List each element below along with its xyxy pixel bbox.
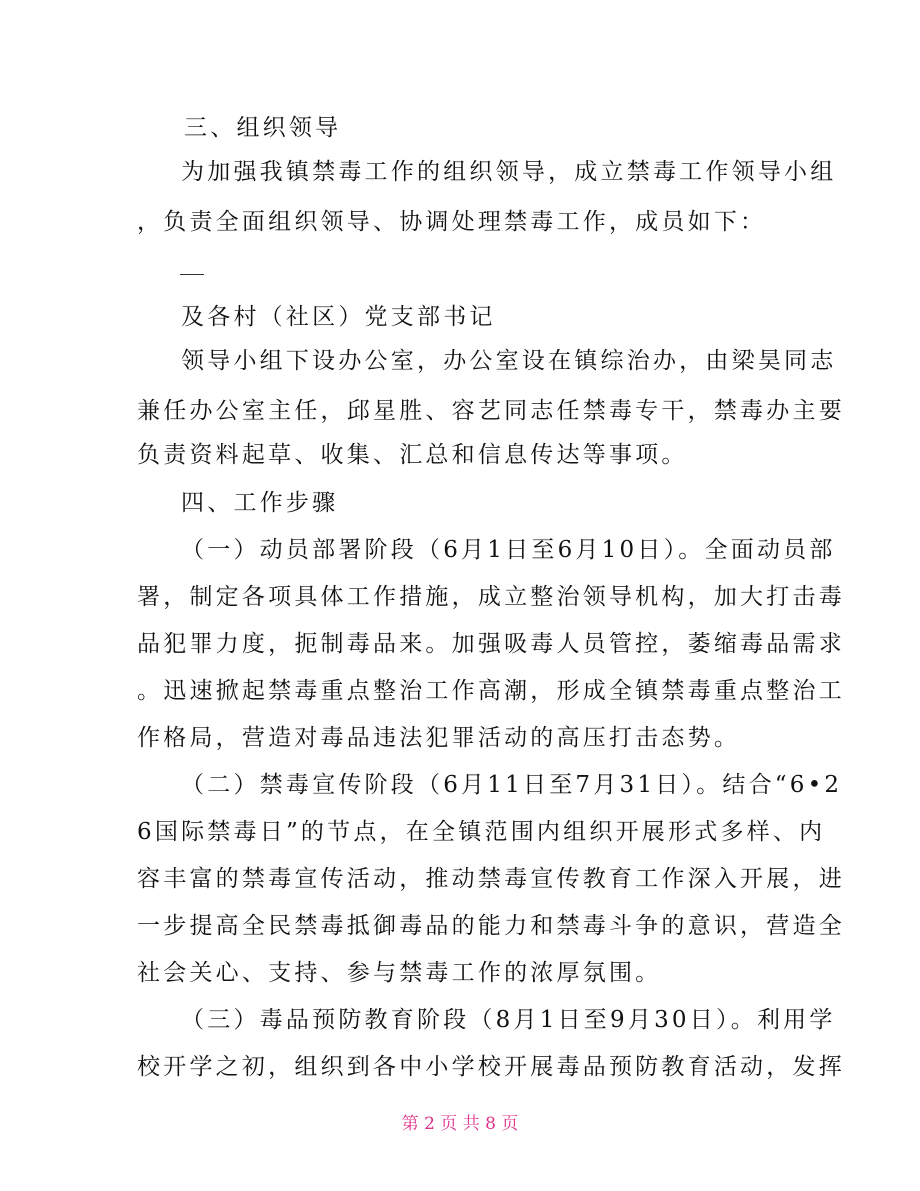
paragraph-line: 领导小组下设办公室，办公室设在镇综治办，由梁昊同志 [181, 348, 837, 374]
paragraph-line: 6国际禁毒日”的节点，在全镇范围内组织开展形式多样、内 [137, 819, 826, 845]
paragraph-line: 校开学之初，组织到各中小学校开展毒品预防教育活动，发挥 [137, 1054, 845, 1080]
page-number-footer: 第 2 页 共 8 页 [401, 1114, 519, 1134]
paragraph-line: 为加强我镇禁毒工作的组织领导，成立禁毒工作领导小组 [181, 159, 837, 185]
section-heading-steps: 四、工作步骤 [181, 490, 339, 516]
section-heading-organization: 三、组织领导 [184, 115, 342, 141]
dash-line [180, 274, 204, 275]
paragraph-line: 作格局，营造对毒品违法犯罪活动的高压打击态势。 [137, 725, 741, 751]
paragraph-line: 兼任办公室主任，邱星胜、容艺同志任禁毒专干，禁毒办主要 [137, 398, 845, 424]
paragraph-line: 负责资料起草、收集、汇总和信息传达等事项。 [137, 442, 688, 468]
paragraph-line: 社会关心、支持、参与禁毒工作的浓厚氛围。 [137, 960, 662, 986]
paragraph-line: 及各村（社区）党支部书记 [181, 304, 496, 330]
paragraph-line: （一）动员部署阶段（6月1日至6月10日）。全面动员部 [181, 537, 836, 563]
paragraph-line: （三）毒品预防教育阶段（8月1日至9月30日）。利用学 [181, 1007, 836, 1033]
paragraph-line: 署，制定各项具体工作措施，成立整治领导机构，加大打击毒 [137, 584, 845, 610]
paragraph-line: ，负责全面组织领导、协调处理禁毒工作，成员如下： [137, 209, 767, 235]
paragraph-line: （二）禁毒宣传阶段（6月11日至7月31日）。结合“6•2 [181, 772, 843, 798]
paragraph-line: 容丰富的禁毒宣传活动，推动禁毒宣传教育工作深入开展，进 [137, 866, 845, 892]
paragraph-line: 。迅速掀起禁毒重点整治工作高潮，形成全镇禁毒重点整治工 [137, 678, 845, 704]
paragraph-line: 一步提高全民禁毒抵御毒品的能力和禁毒斗争的意识，营造全 [137, 913, 845, 939]
paragraph-line: 品犯罪力度，扼制毒品来。加强吸毒人员管控，萎缩毒品需求 [137, 631, 845, 657]
